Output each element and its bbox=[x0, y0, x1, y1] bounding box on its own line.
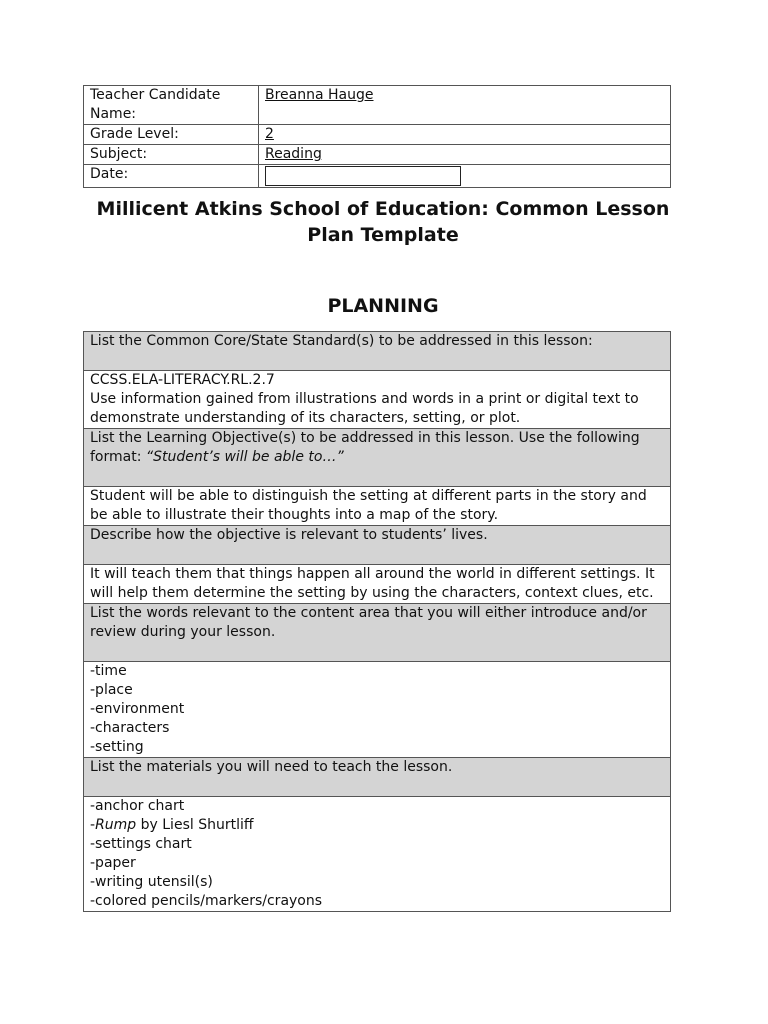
date-row bbox=[84, 165, 671, 188]
standards-prompt: List the Common Core/State Standard(s) to be addressed in this lesson: bbox=[84, 332, 671, 371]
standards-answer-row bbox=[84, 371, 671, 429]
material-item: -writing utensil(s) bbox=[90, 874, 213, 890]
vocab-prompt-row bbox=[84, 604, 671, 662]
materials-prompt: List the materials you will need to teach the lesson. bbox=[84, 758, 671, 797]
material-item: -paper bbox=[90, 855, 136, 871]
material-item: -settings chart bbox=[90, 836, 192, 852]
objective-prompt bbox=[84, 429, 671, 487]
teacher-name-field[interactable]: Breanna Hauge bbox=[265, 87, 374, 103]
objective-answer-row bbox=[84, 487, 671, 526]
teacher-label: Teacher Candidate Name: bbox=[84, 86, 259, 125]
material-item bbox=[90, 816, 664, 835]
section-heading: PLANNING bbox=[327, 295, 439, 317]
document-title: Millicent Atkins School of Education: Common Lesson Plan Template bbox=[96, 198, 670, 246]
standards-answer[interactable] bbox=[84, 371, 671, 429]
planning-table bbox=[83, 331, 671, 912]
relevance-answer[interactable]: It will teach them that things happen all around the world in different settings. It will help them determine the setting by using the characters, context clues, etc. bbox=[84, 565, 671, 604]
objective-prompt-text: List the Learning Objective(s) to be addressed in this lesson. Use the following format: bbox=[90, 430, 640, 465]
vocab-answer-row bbox=[84, 662, 671, 758]
standard-text: Use information gained from illustrations and words in a print or digital text to demonstrate understanding of its characters, setting, or plot. bbox=[90, 391, 639, 426]
material-item: -colored pencils/markers/crayons bbox=[90, 893, 323, 909]
vocab-item: -place bbox=[90, 682, 133, 698]
subject-row bbox=[84, 145, 671, 165]
vocab-prompt: List the words relevant to the content area that you will either introduce and/or review during your lesson. bbox=[84, 604, 671, 662]
grade-label: Grade Level: bbox=[84, 125, 259, 145]
vocab-item: -characters bbox=[90, 720, 170, 736]
relevance-prompt-row bbox=[84, 526, 671, 565]
date-field[interactable] bbox=[265, 166, 461, 186]
materials-prompt-row bbox=[84, 758, 671, 797]
material-item: -anchor chart bbox=[90, 798, 185, 814]
teacher-row bbox=[84, 86, 671, 125]
vocab-item: -time bbox=[90, 663, 127, 679]
grade-level-field[interactable]: 2 bbox=[265, 126, 274, 142]
standards-prompt-row bbox=[84, 332, 671, 371]
candidate-info-table bbox=[83, 85, 671, 188]
book-title: Rump bbox=[95, 817, 137, 833]
relevance-answer-row bbox=[84, 565, 671, 604]
book-author: by Liesl Shurtliff bbox=[136, 817, 254, 833]
date-label: Date: bbox=[84, 165, 259, 188]
standard-code: CCSS.ELA-LITERACY.RL.2.7 bbox=[90, 372, 275, 388]
material-dash: - bbox=[90, 817, 96, 833]
vocab-answer[interactable] bbox=[84, 662, 671, 758]
grade-row bbox=[84, 125, 671, 145]
objective-answer[interactable]: Student will be able to distinguish the setting at different parts in the story and be able to illustrate their thoughts into a map of the story. bbox=[84, 487, 671, 526]
materials-answer-row bbox=[84, 797, 671, 912]
relevance-prompt: Describe how the objective is relevant to students’ lives. bbox=[84, 526, 671, 565]
objective-format: “Student’s will be able to…” bbox=[145, 449, 344, 465]
subject-field[interactable]: Reading bbox=[265, 146, 322, 162]
objective-prompt-row bbox=[84, 429, 671, 487]
subject-label: Subject: bbox=[84, 145, 259, 165]
materials-answer[interactable] bbox=[84, 797, 671, 912]
vocab-item: -setting bbox=[90, 739, 144, 755]
vocab-item: -environment bbox=[90, 701, 185, 717]
